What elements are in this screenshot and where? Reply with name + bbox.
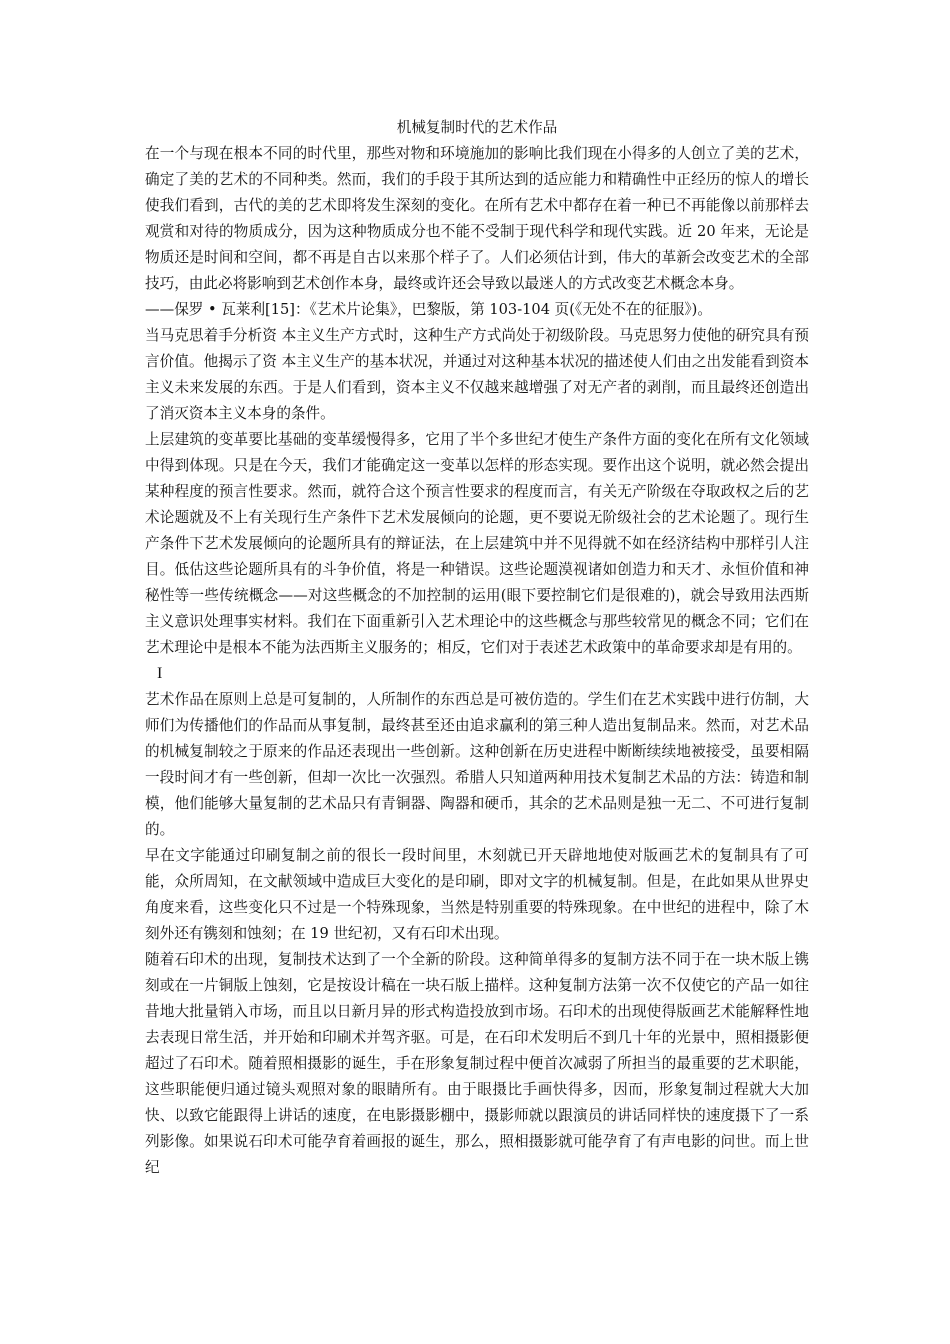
body-paragraph: 当马克思着手分析资 本主义生产方式时，这种生产方式尚处于初级阶段。马克思努力使他的研究具有预言价值。他揭示了资 本主义生产的基本状况，并通过对这种基本状况的描述使人们由之出发能看到资本主义未来发展的东西。于是人们看到，资本主义不仅越来越增强了对无产者的剥削，而且最终还创造出了消灭资本主义本身的条件。 — [145, 327, 809, 422]
section-heading: I — [157, 665, 163, 682]
epigraph-paragraph: 在一个与现在根本不同的时代里，那些对物和环境施加的影响比我们现在小得多的人创立了美的艺术，确定了美的艺术的不同种类。然而，我们的手段于其所达到的适应能力和精确性中正经历的惊人的增长使我们看到，古代的美的艺术即将发生深刻的变化。在所有艺术中都存在着一种已不再能像以前那样去观赏和对待的物质成分，因为这种物质成分也不能不受制于现代科学和现代实践。近 20 年来，无论是物质还是时间和空间，都不再是自古以来那个样子了。人们必须估计到，伟大的革新会改变艺术的全部技巧，由此必将影响到艺术创作本身，最终或许还会导致以最迷人的方式改变艺术概念本身。 — [145, 145, 809, 292]
body-paragraph: 艺术作品在原则上总是可复制的，人所制作的东西总是可被仿造的。学生们在艺术实践中进行仿制，大师们为传播他们的作品而从事复制，最终甚至还由追求赢利的第三种人造出复制品来。然而，对艺术品的机械复制较之于原来的作品还表现出一些创新。这种创新在历史进程中断断续续地被接受，虽要相隔一段时间才有一些创新，但却一次比一次强烈。希腊人只知道两种用技术复制艺术品的方法：铸造和制模，他们能够大量复制的艺术品只有青铜器、陶器和硬币，其余的艺术品则是独一无二、不可进行复制的。 — [145, 691, 809, 838]
body-paragraph: 随着石印术的出现，复制技术达到了一个全新的阶段。这种简单得多的复制方法不同于在一块木版上镌刻或在一片铜版上蚀刻，它是按设计稿在一块石版上描样。这种复制方法第一次不仅使它的产品一如往昔地大批量销入市场，而且以日新月异的形式构造投放到市场。石印术的出现使得版画艺术能解释性地去表现日常生活，并开始和印刷术并驾齐驱。可是，在石印术发明后不到几十年的光景中，照相摄影便超过了石印术。随着照相摄影的诞生，手在形象复制过程中便首次减弱了所担当的最重要的艺术职能，这些职能便归通过镜头观照对象的眼睛所有。由于眼摄比手画快得多，因而，形象复制过程就大大加快、以致它能跟得上讲话的速度，在电影摄影棚中，摄影师就以跟演员的讲话同样快的速度摄下了一系列影像。如果说石印术可能孕育着画报的诞生，那么，照相摄影就可能孕育了有声电影的问世。而上世纪 — [145, 951, 809, 1176]
body-paragraph: 早在文字能通过印刷复制之前的很长一段时间里，木刻就已开天辟地地使对版画艺术的复制具有了可能，众所周知，在文献领域中造成巨大变化的是印刷，即对文字的机械复制。但是，在此如果从世界史角度来看，这些变化只不过是一个特殊现象，当然是特别重要的特殊现象。在中世纪的进程中，除了木刻外还有镌刻和蚀刻；在 19 世纪初，又有石印术出现。 — [145, 847, 809, 942]
document-body — [145, 115, 809, 1181]
document-title: 机械复制时代的艺术作品 — [396, 119, 558, 136]
body-paragraph: 上层建筑的变革要比基础的变革缓慢得多，它用了半个多世纪才使生产条件方面的变化在所有文化领域中得到体现。只是在今天，我们才能确定这一变革以怎样的形态实现。要作出这个说明，就必然会提出某种程度的预言性要求。然而，就符合这个预言性要求的程度而言，有关无产阶级在夺取政权之后的艺术论题就及不上有关现行生产条件下艺术发展倾向的论题，更不要说无阶级社会的艺术论题了。现行生产条件下艺术发展倾向的论题所具有的辩证法，在上层建筑中并不见得就不如在经济结构中那样引人注目。低估这些论题所具有的斗争价值，将是一种错误。这些论题漠视诸如创造力和天才、永恒价值和神秘性等一些传统概念——对这些概念的不加控制的运用(眼下要控制它们是很难的)，就会导致用法西斯主义意识处理事实材料。我们在下面重新引入艺术理论中的这些概念与那些较常见的概念不同；它们在艺术理论中是根本不能为法西斯主义服务的；相反，它们对于表述艺术政策中的革命要求却是有用的。 — [145, 431, 809, 656]
epigraph-citation: ——保罗 • 瓦莱利[15]：《艺术片论集》，巴黎版，第 103-104 页(《无处不在的征服》)。 — [145, 301, 712, 318]
